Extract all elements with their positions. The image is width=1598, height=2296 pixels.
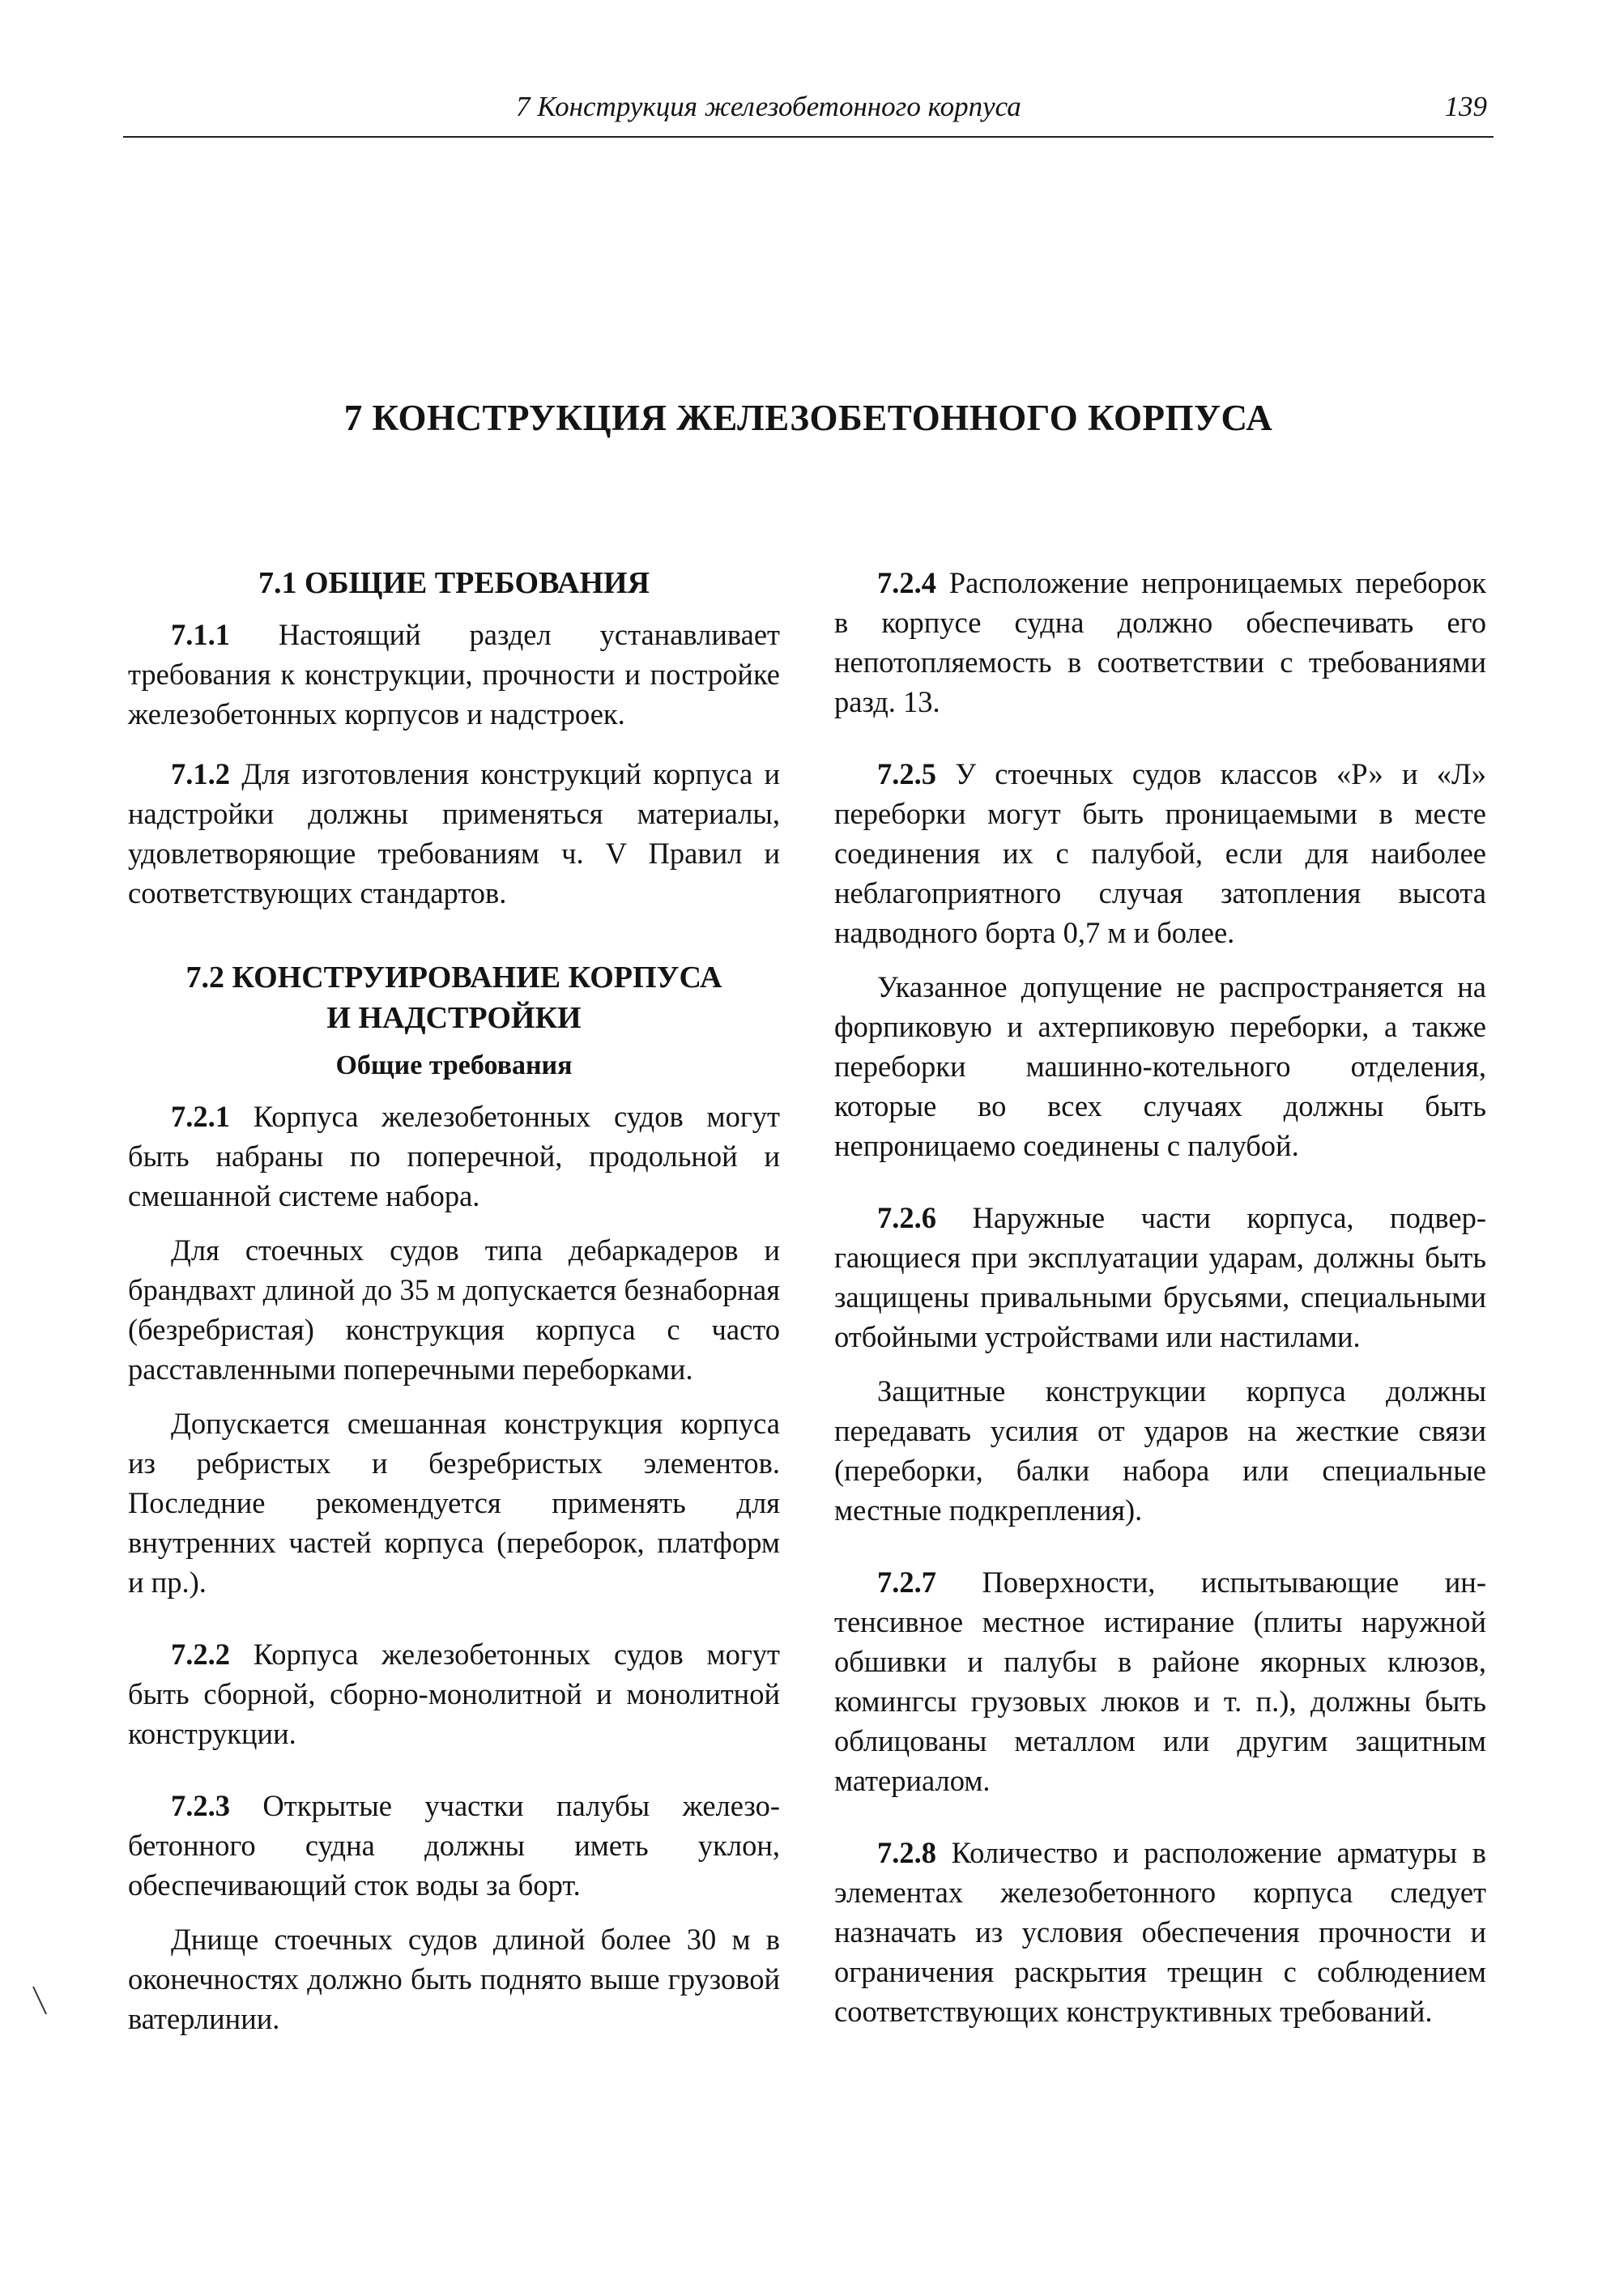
clause-number: 7.2.2 — [171, 1638, 230, 1671]
chapter-title: 7 КОНСТРУКЦИЯ ЖЕЛЕЗОБЕТОННОГО КОРПУСА — [343, 398, 1273, 438]
clause-number: 7.1.2 — [171, 757, 230, 790]
paragraph-7-2-5-b: Указанное допущение не распространяется на форпиковую и ахтерпиковую переборки, а также переборки машинно-котельного отделения, которые во всех случаях должны быть непроницаемо соединены с палубой. — [834, 970, 1486, 1162]
paragraph-7-2-3-b: Днище стоечных судов длиной более 30 м в оконечностях должно быть поднято выше грузовой ватерлинии. — [128, 1923, 780, 2035]
clause-number: 7.2.1 — [171, 1100, 230, 1133]
section-7-2-heading-line1: 7.2 КОНСТРУИРОВАНИЕ КОРПУСА — [185, 961, 722, 995]
paragraph-7-2-1 — [128, 1097, 780, 1216]
paragraph-7-2-6 — [834, 1198, 1486, 1357]
paragraph-7-1-1 — [128, 615, 780, 734]
clause-text: Корпуса железобетонных судов могут быть набраны по поперечной, продольной и смешанной системе набора. — [128, 1100, 780, 1212]
section-7-2-heading — [128, 957, 780, 1038]
clause-number: 7.1.1 — [171, 618, 230, 651]
running-header-title: 7 Конструкция железобетонного корпуса — [516, 91, 1021, 122]
paragraph-7-2-3 — [128, 1786, 780, 1905]
stray-pen-mark — [31, 1984, 49, 2017]
clause-number: 7.2.7 — [877, 1565, 936, 1599]
paragraph-7-2-1-b: Для стоечных судов типа дебаркадеров и брандвахт длиной до 35 м допускается безнаборная (безребристая) конструкция корпуса с часто расставленными поперечными переборками. — [128, 1233, 780, 1386]
clause-number: 7.2.6 — [877, 1201, 936, 1234]
right-column — [834, 563, 1486, 2031]
clause-text: Для изготовления конструкций корпуса и надстройки должны применяться материалы, удовлетворяющие требованиям ч. V Правил и соответствующих стандартов. — [128, 757, 780, 909]
section-7-2-heading-line2: И НАДСТРОЙКИ — [326, 1001, 582, 1035]
clause-number: 7.2.3 — [171, 1789, 230, 1822]
paragraph-7-2-7 — [834, 1562, 1486, 1800]
clause-number: 7.2.5 — [877, 757, 936, 790]
paragraph-7-2-4 — [834, 563, 1486, 722]
paragraph-7-2-2 — [128, 1634, 780, 1753]
clause-text: Поверхности, испытывающие интенсивное местное истирание (плиты наружной обшивки и палубы в районе якорных клюзов, комингсы грузовых люков и т. п.), должны быть облицованы металлом или другим защитным материалом. — [834, 1565, 1486, 1797]
paragraph-7-1-2 — [128, 754, 780, 913]
clause-text: Наружные части корпуса, подвергающиеся при эксплуатации ударам, должны быть защищены привальными брусьями, специальными отбойными устройствами или настилами. — [834, 1201, 1486, 1353]
paragraph-7-2-8 — [834, 1833, 1486, 2031]
clause-number: 7.2.8 — [877, 1836, 936, 1869]
clause-text: Открытые участки палубы железобетонного судна должны иметь уклон, обеспечивающий сток воды за борт. — [128, 1789, 780, 1902]
paragraph-7-2-5 — [834, 754, 1486, 952]
page-number: 139 — [1444, 91, 1487, 122]
clause-text: Количество и расположение арматуры в элементах железобетонного корпуса следует назначать из условия обеспечения прочности и ограничения раскрытия трещин с соблюдением соответствующих конструктивных требований. — [834, 1836, 1486, 2028]
running-header — [123, 91, 1494, 138]
section-7-1-heading: 7.1 ОБЩИЕ ТРЕБОВАНИЯ — [258, 566, 650, 600]
subsection-heading: Общие требования — [335, 1050, 573, 1080]
clause-text: Расположение непроницаемых переборок в корпусе судна должно обеспечивать его непотопляемость в соответствии с требованиями разд. 13. — [834, 566, 1486, 718]
clause-text: Настоящий раздел устанавливает требования к конструкции, прочности и постройке железобетонных корпусов и надстроек. — [128, 618, 780, 731]
clause-text: У стоечных судов классов «Р» и «Л» переборки могут быть проницаемыми в месте соединения их с палубой, если для наиболее неблагоприятного случая затопления высота надводного борта 0,7 м и более. — [834, 757, 1486, 949]
left-column — [128, 563, 780, 2038]
clause-text: Корпуса железобетонных судов могут быть сборной, сборно-монолитной и монолитной конструкции. — [128, 1638, 780, 1750]
paragraph-7-2-6-b: Защитные конструкции корпуса должны передавать усилия от ударов на жесткие связи (переборки, балки набора или специальные местные подкрепления). — [834, 1374, 1486, 1527]
paragraph-7-2-1-c: Допускается смешанная конструкция корпуса из ребристых и безребристых элементов. Последние рекомендуется применять для внутренних частей корпуса (переборок, платформ и пр.). — [128, 1407, 780, 1599]
clause-number: 7.2.4 — [877, 566, 936, 599]
